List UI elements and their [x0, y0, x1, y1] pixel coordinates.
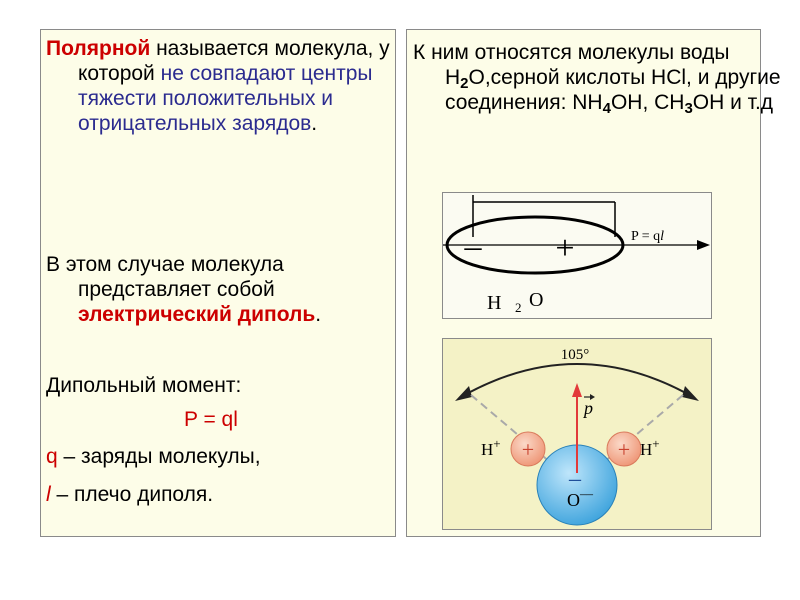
arc-left-arrowhead [455, 386, 472, 401]
dipole-arrowhead [697, 240, 710, 250]
dipole-diagram [442, 192, 712, 319]
h-label: H [487, 292, 502, 314]
plus-sign: + [555, 230, 575, 267]
angle-label: 105° [560, 347, 590, 363]
dipole-vector-arrowhead [572, 383, 582, 397]
hydrogen-right-plus: + [617, 437, 631, 462]
dipole-diagram-svg [443, 193, 711, 318]
oxygen-minus-mark: – [569, 466, 581, 492]
o-label: O [529, 289, 544, 311]
oxygen-label: O–– [567, 486, 593, 510]
water-molecule-diagram [442, 338, 712, 530]
electric-dipole-term: электрический диполь [78, 303, 316, 326]
hydrogen-right-label: H+ [640, 436, 660, 459]
dipole-formula-label: P = ql [631, 229, 665, 244]
examples-text: К ним относятся молекулы воды $H_2O,серной$ кислоты HCl, и другие соединения: $NH_4OH$, $CH_3OH$ и т.д [413, 41, 781, 117]
polar-definition: Полярной называется молекула, у которой не совпадают центры тяжести положительных и отрицательных зарядов. [46, 37, 390, 135]
hydrogen-left-label: H+ [481, 436, 501, 459]
water-molecule-svg [443, 339, 711, 529]
l-definition: l – плечо диполя. [46, 483, 214, 506]
dipole-formula: P = ql [184, 408, 238, 431]
h-subscript: 2 [515, 300, 522, 315]
arc-right-arrowhead [682, 386, 699, 401]
dipole-moment-label: Дипольный момент: [46, 374, 242, 397]
polar-term: Полярной [46, 37, 151, 60]
vector-p-label: p [584, 398, 593, 418]
minus-sign: – [464, 228, 482, 265]
centers-mismatch-text: не совпадают центры тяжести положительных и отрицательных зарядов [78, 62, 373, 135]
dipole-statement: В этом случае молекула представляет собой электрический диполь. [46, 253, 322, 326]
hydrogen-left-plus: + [521, 437, 535, 462]
q-definition: q – заряды молекулы, [46, 445, 261, 468]
